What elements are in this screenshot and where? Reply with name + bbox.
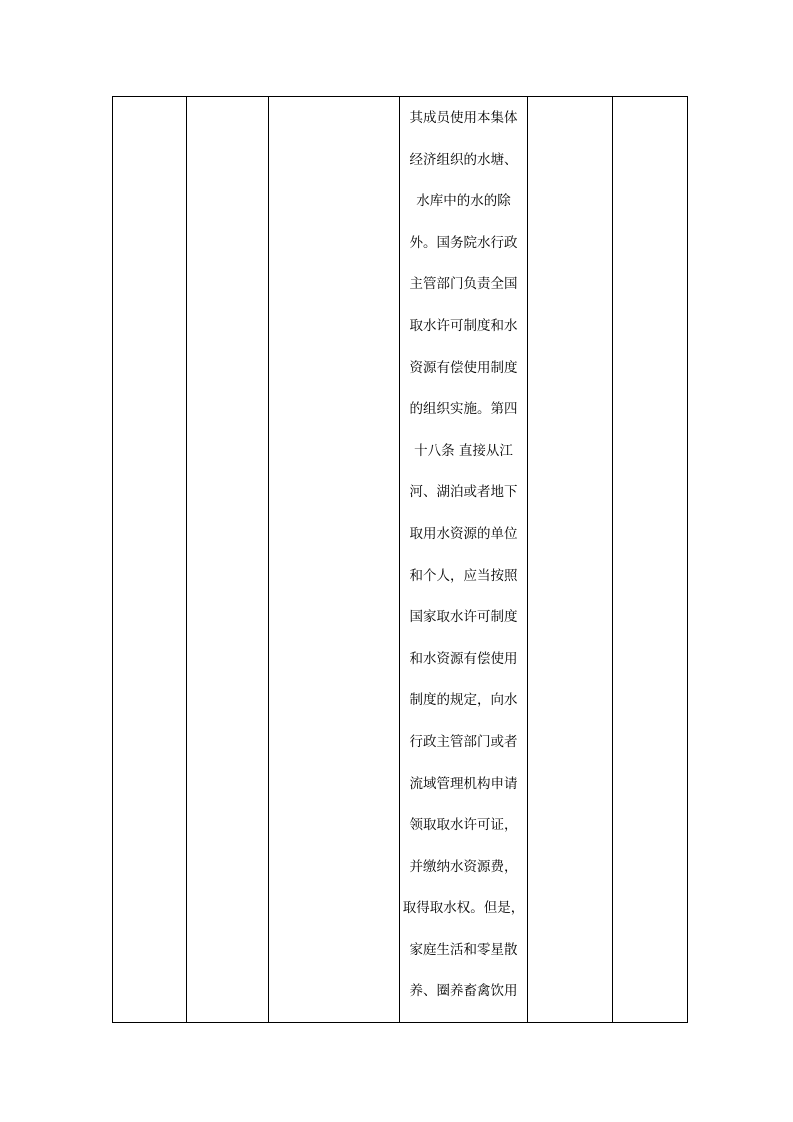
text-line: 资源有偿使用制度 xyxy=(409,359,518,376)
text-line: 取得取水权。但是， xyxy=(402,900,525,917)
text-line: 和个人，应当按照 xyxy=(409,567,518,584)
text-line: 国家取水许可制度 xyxy=(409,609,518,626)
text-line: 和水资源有偿使用 xyxy=(409,650,518,667)
document-table xyxy=(112,96,688,1023)
text-line: 流域管理机构申请 xyxy=(409,775,518,792)
text-line: 水库中的水的除 xyxy=(416,193,511,210)
table-cell-col-5 xyxy=(528,97,613,1023)
table-cell-col-2 xyxy=(187,97,269,1023)
table-cell-col-6 xyxy=(613,97,688,1023)
table-row xyxy=(113,97,688,1023)
text-line: 其成员使用本集体 xyxy=(409,110,518,126)
text-line: 主管部门负责全国 xyxy=(409,276,518,293)
text-line: 十八条 直接从江 xyxy=(414,442,513,459)
text-line: 并缴纳水资源费， xyxy=(409,858,518,875)
text-line: 行政主管部门或者 xyxy=(409,733,518,750)
text-line: 制度的规定，向水 xyxy=(409,692,518,709)
text-line: 家庭生活和零星散 xyxy=(409,941,518,958)
text-line: 取用水资源的单位 xyxy=(409,525,518,542)
table-cell-col-3 xyxy=(269,97,400,1023)
text-line: 的组织实施。第四 xyxy=(409,401,518,418)
table-cell-text xyxy=(400,97,528,1023)
text-line: 河、湖泊或者地下 xyxy=(409,484,518,501)
text-cell-content xyxy=(400,97,527,1022)
text-line: 养、圈养畜禽饮用 xyxy=(409,983,518,1000)
text-line: 取水许可制度和水 xyxy=(409,317,518,334)
text-line: 外。国务院水行政 xyxy=(409,234,518,251)
text-line: 领取取水许可证， xyxy=(409,817,518,834)
text-line: 经济组织的水塘、 xyxy=(409,151,518,168)
table-cell-col-1 xyxy=(113,97,187,1023)
